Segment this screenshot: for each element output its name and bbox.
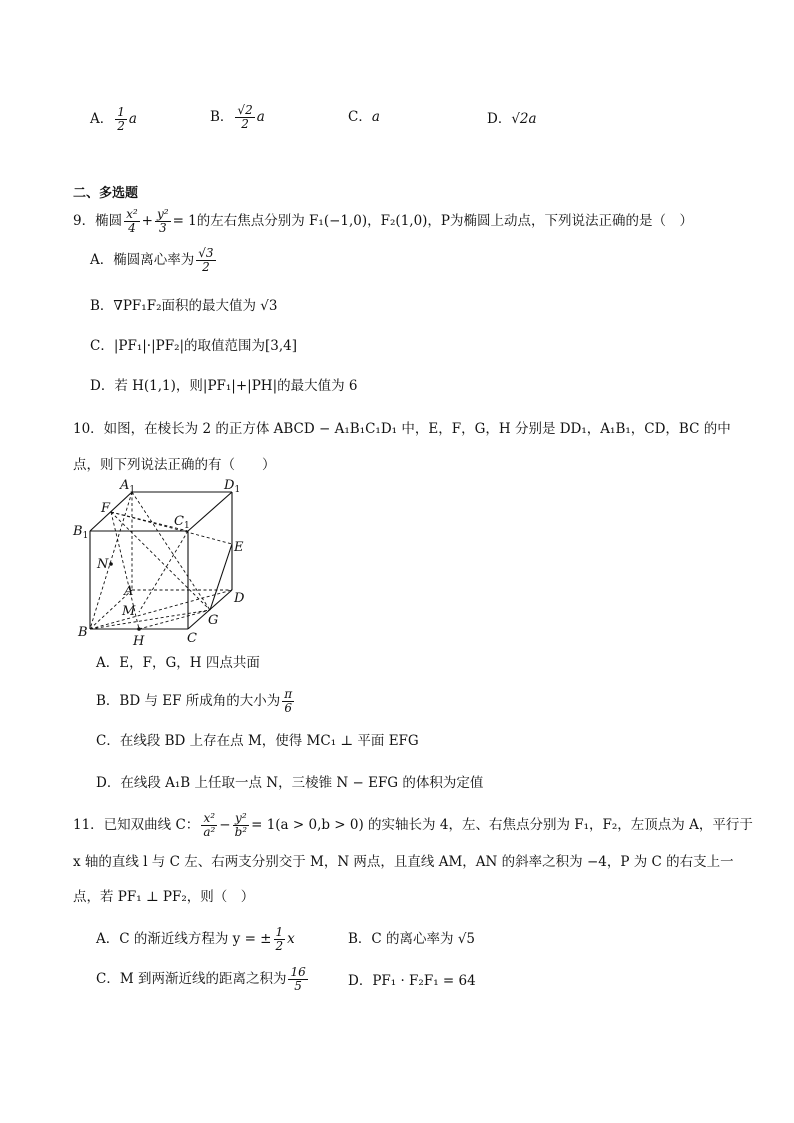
q11-option-c: C．M 到两渐近线的距离之积为 $\frac{16}{5}$ (96, 965, 306, 993)
cube-figure (70, 478, 260, 648)
q11-c-fraction: $\frac{16}{5}$ (290, 965, 306, 993)
q9-a-fraction: $\frac{√3}{2}$ (198, 246, 214, 274)
point-n (109, 562, 113, 566)
q9-stem: 9．椭圆 $\frac{\text{x²}}{4}$ + $\frac{\text{y²}}{3}$ = 1的左右焦点分别为 F₁(−1,0)，F₂(1,0)，P为椭圆上动点，下列说法正确的是（ ） (73, 207, 694, 235)
q9-option-c: C．|PF₁|·|PF₂|的取值范围为[3,4] (90, 338, 298, 354)
label-d1: $D_1$ (224, 478, 241, 495)
q11-option-d: D．PF₁ · F₂F₁ = 64 (348, 973, 476, 989)
label-n: N (97, 557, 109, 572)
q11-y-fraction: $\frac{\text{y²}}{\text{b²}}$ (234, 811, 248, 839)
label-h: H (133, 634, 145, 648)
q10-option-b: B．BD 与 EF 所成角的大小为 $\frac{\pi}{6}$ (96, 687, 293, 715)
q8-option-b: B． $\frac{√2}{2}$ a (210, 103, 265, 131)
q10-b-fraction: $\frac{\pi}{6}$ (284, 687, 293, 715)
label-a: A (124, 584, 134, 599)
q11-option-b: B．C 的离心率为 √5 (348, 931, 476, 947)
q10-option-c: C．在线段 BD 上存在点 M，使得 MC₁ ⊥ 平面 EFG (96, 733, 419, 749)
q11-stem-line1: 11．已知双曲线 C： $\frac{\text{x²}}{\text{a²}}$ − $\frac{\text{y²}}{\text{b²}}$ = 1(a > 0,b > 0) 的实轴长为 4，左、右焦点分别为 F₁，F₂，左顶点为 A，平行于 (73, 811, 753, 839)
q8-option-c: C．a (348, 109, 380, 125)
q10-option-a: A．E，F，G，H 四点共面 (96, 655, 260, 671)
label-b: B (78, 625, 88, 640)
q10-option-d: D．在线段 A₁B 上任取一点 N，三棱锥 N − EFG 的体积为定值 (96, 775, 484, 791)
q11-a-fraction: $\frac{1}{2}$ (275, 925, 284, 953)
q9-y-fraction: $\frac{\text{y²}}{3}$ (156, 207, 169, 235)
q8-b-fraction: $\frac{√2}{2}$ (237, 103, 253, 131)
q8-option-a: A． $\frac{1}{2}$ a (90, 105, 137, 133)
q10-stem-line1: 10．如图，在棱长为 2 的正方体 ABCD − A₁B₁C₁D₁ 中，E，F，G，H 分别是 DD₁，A₁B₁，CD，BC 的中 (73, 421, 731, 437)
label-d: D (234, 591, 245, 606)
q9-option-a: A．椭圆离心率为 $\frac{√3}{2}$ (90, 246, 214, 274)
label-g: G (208, 613, 219, 628)
label-b1: $B_1$ (73, 524, 89, 541)
q9-option-d: D．若 H(1,1)，则|PF₁|+|PH|的最大值为 6 (90, 378, 358, 394)
point-h (137, 627, 141, 631)
q11-stem-line2: x 轴的直线 l 与 C 左、右两支分别交于 M，N 两点，且直线 AM，AN 的斜率之积为 −4，P 为 C 的右支上一 (73, 854, 734, 870)
q8-option-d: D．√2a (487, 111, 537, 127)
section-title: 二、多选题 (73, 186, 139, 201)
label-c: C (187, 631, 197, 646)
label-e: E (234, 540, 244, 555)
q11-stem-line3: 点，若 PF₁ ⊥ PF₂，则（ ） (73, 889, 255, 905)
label-a1: $A_1$ (120, 478, 136, 495)
q8-a-fraction: $\frac{1}{2}$ (117, 105, 125, 133)
label-m: M (122, 604, 136, 619)
q11-x-fraction: $\frac{\text{x²}}{\text{a²}}$ (203, 811, 216, 839)
q9-option-b: B．∇PF₁F₂面积的最大值为 √3 (90, 298, 278, 314)
label-f: F (101, 501, 111, 516)
q10-stem-line2: 点，则下列说法正确的有（ ） (73, 457, 276, 473)
q9-x-fraction: $\frac{\text{x²}}{4}$ (126, 207, 138, 235)
q11-option-a: A．C 的渐近线方程为 y = ± $\frac{1}{2}$ x (96, 925, 295, 953)
label-c1: $C_1$ (174, 514, 190, 531)
